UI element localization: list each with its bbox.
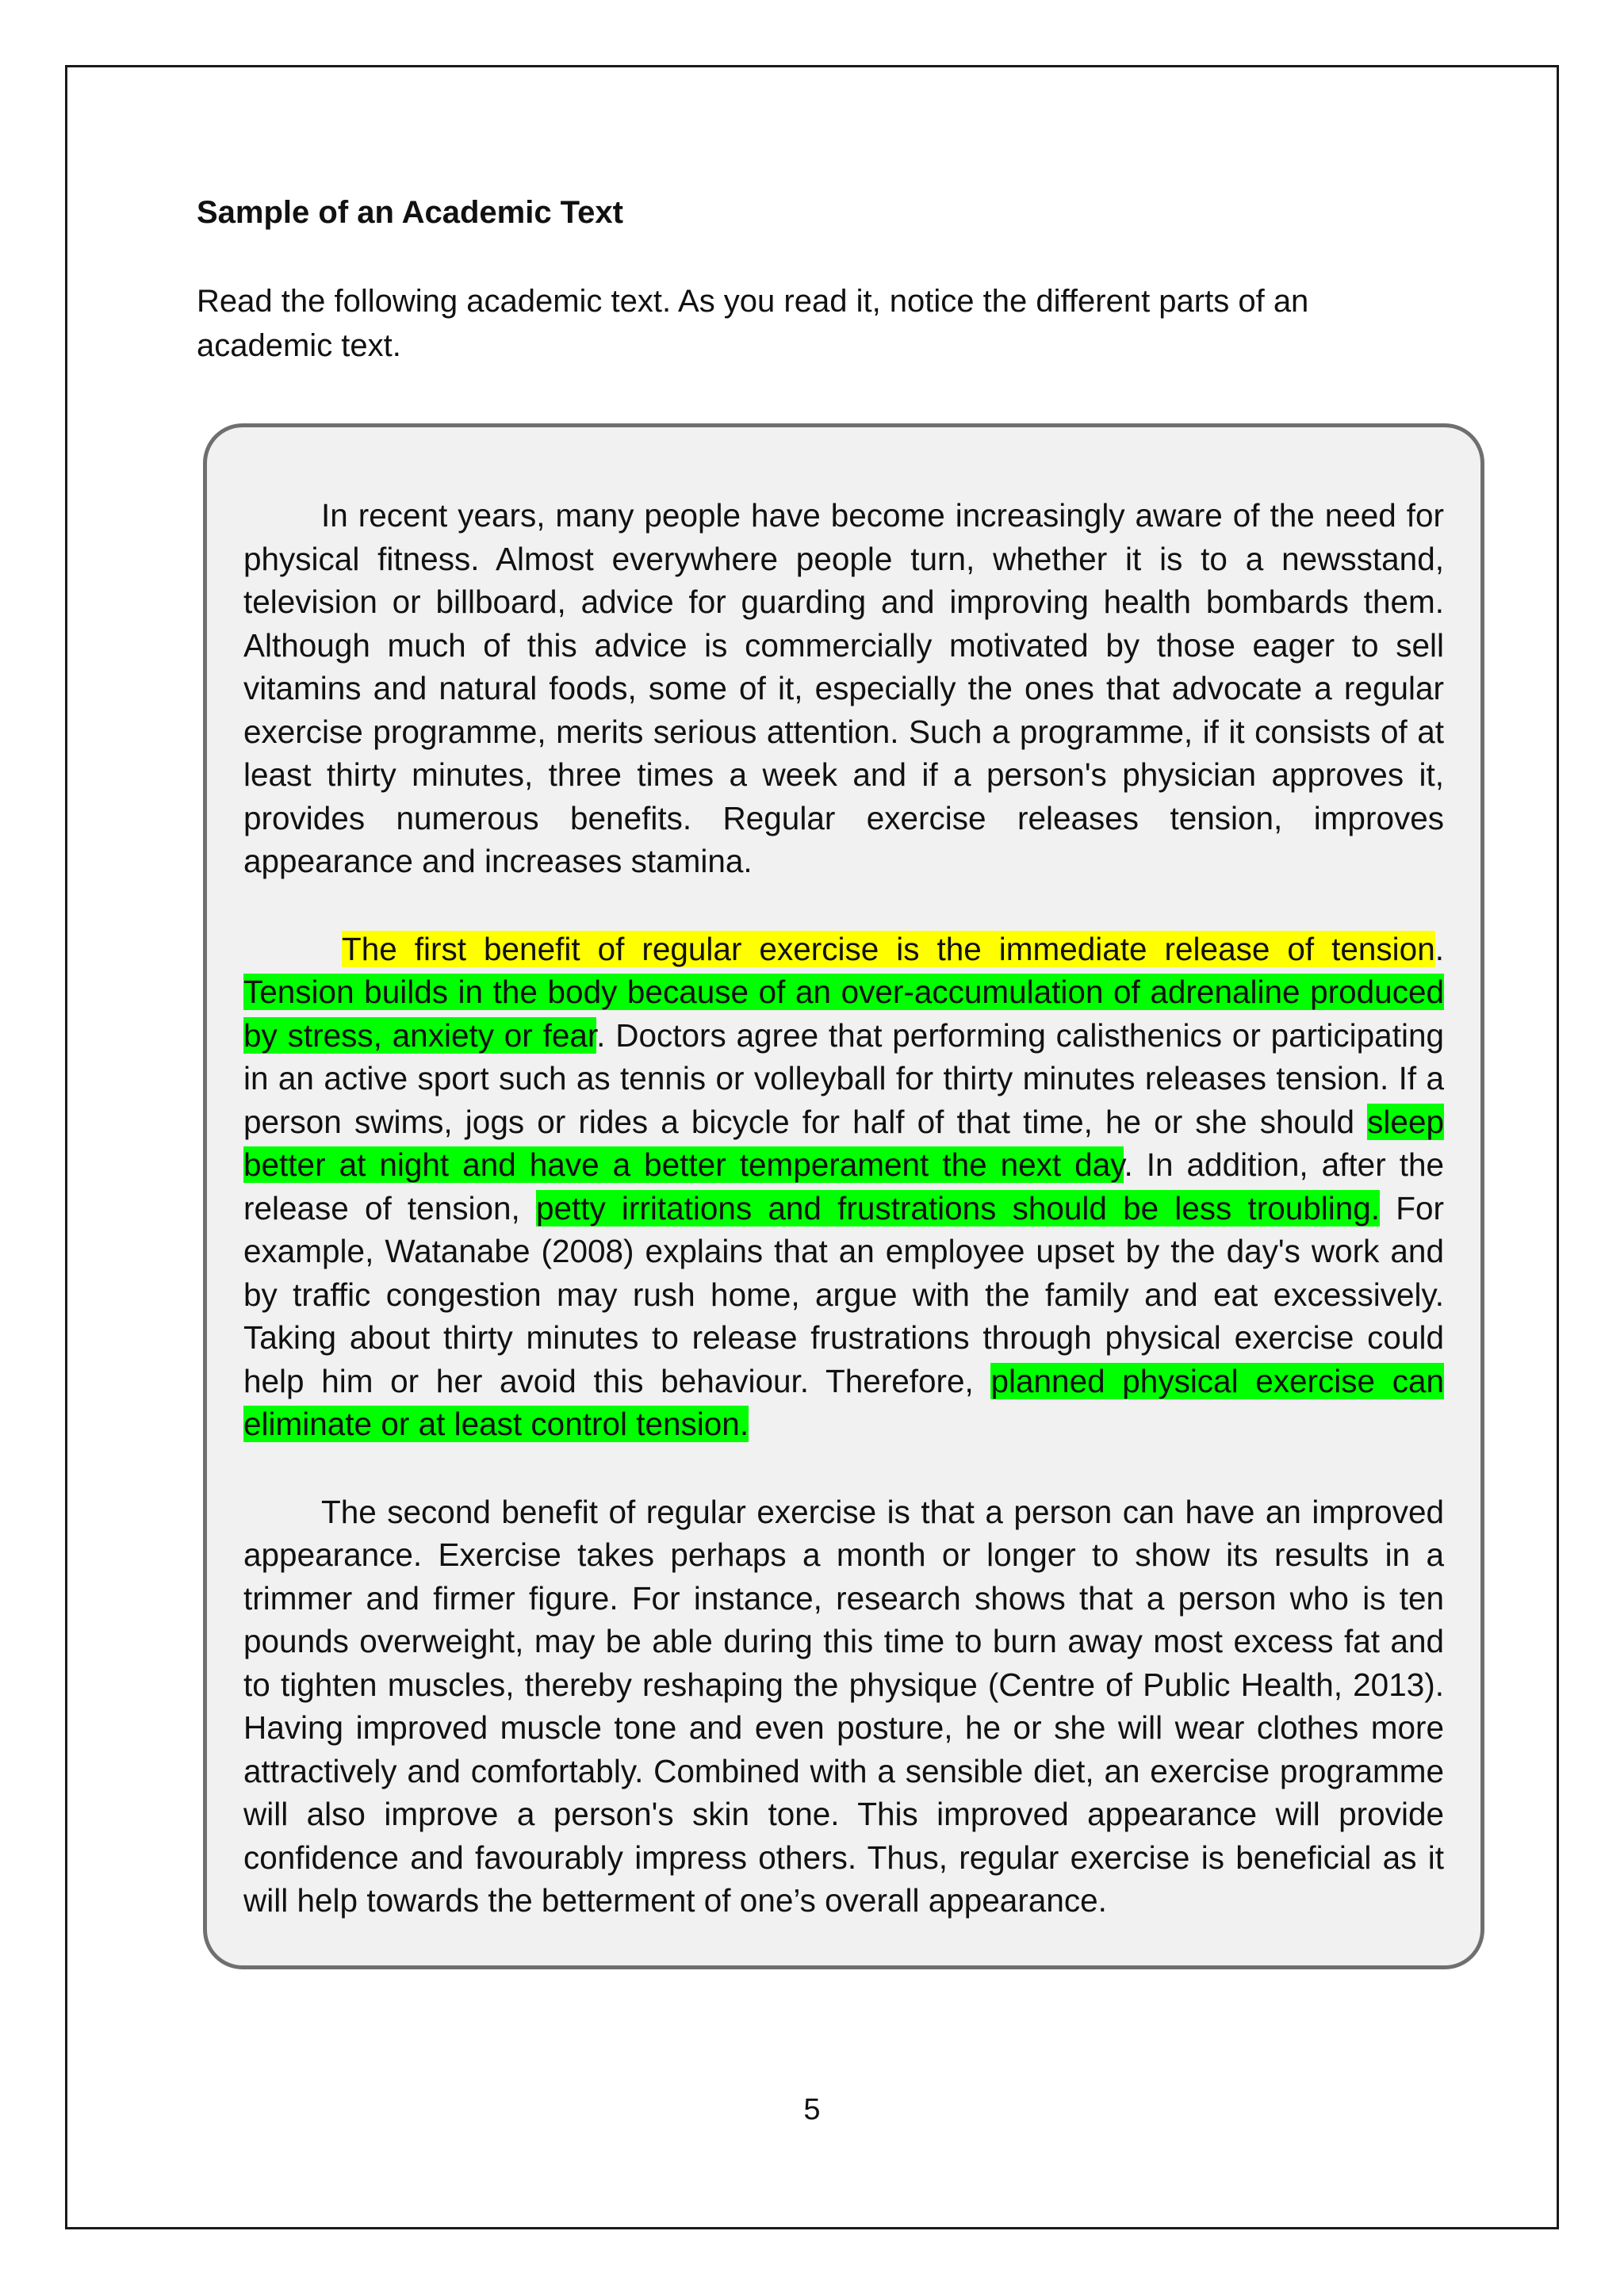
paragraph-text: . Doctors agree that performing calisthenics or participating in an active sport such as tennis or volleyball for thirty minutes releases tension. If a person swims, jogs or rides a bicycle for half of that time, he or she should bbox=[243, 1016, 1444, 1140]
page-number: 5 bbox=[803, 2093, 821, 2126]
page-heading: Sample of an Academic Text bbox=[197, 195, 623, 230]
intro-instructions: Read the following academic text. As you read it, notice the different parts of an academic text. bbox=[197, 284, 1309, 363]
supporting-detail-highlight: Tension builds in the body because of an over-accumulation of adrenaline produced by stress, anxiety or fear bbox=[243, 974, 1444, 1054]
supporting-detail-highlight: sleep better at night and have a better temperament the next day bbox=[243, 1103, 1444, 1183]
supporting-detail-highlight: petty irritations and frustrations should be less troubling. bbox=[535, 1189, 1381, 1226]
topic-sentence-highlight: The first benefit of regular exercise is the immediate release of tension bbox=[342, 930, 1435, 967]
paragraph-introduction: In recent years, many people have become increasingly aware of the need for physical fitness. Almost everywhere people turn, whether it is to a newsstand, television or billboard, advice for guarding and improving health bombards them. Although much of this advice is commercially motivated by those eager to sell vitamins and natural foods, some of it, especially the ones that advocate a regular exercise programme, merits serious attention. Such a programme, if it consists of at least thirty minutes, three times a week and if a person's physician approves it, provides numerous benefits. Regular exercise releases tension, improves appearance and increases stamina. bbox=[243, 497, 1444, 879]
concluding-sentence-highlight: planned physical exercise can eliminate or at least control tension. bbox=[243, 1362, 1444, 1442]
paragraph-text: . In addition, after the release of tension, bbox=[243, 1146, 1445, 1226]
academic-text-box bbox=[203, 423, 1484, 1969]
paragraph-text: For example, Watanabe (2008) explains that an employee upset by the day's work and by traffic congestion may rush home, argue with the family and eat excessively. Taking about thirty minutes to release frustrations through physical exercise could help him or her avoid this behaviour. Therefore, bbox=[243, 1189, 1444, 1399]
paragraph-body-1 bbox=[243, 928, 1444, 1446]
paragraph-text: . bbox=[1434, 930, 1444, 967]
paragraph-body-2: The second benefit of regular exercise is that a person can have an improved appearance. Exercise takes perhaps a month or longer to show its results in a trimmer and firmer figure. For instance, research shows that a person who is ten pounds overweight, may be able during this time to burn away most excess fat and to tighten muscles, thereby reshaping the physique (Centre of Public Health, 2013). Having improved muscle tone and even posture, he or she will wear clothes more attractively and comfortably. Combined with a sensible diet, an exercise programme will also improve a person's skin tone. This improved appearance will provide confidence and favourably impress others. Thus, regular exercise is beneficial as it will help towards the betterment of one’s overall appearance. bbox=[243, 1493, 1444, 1919]
